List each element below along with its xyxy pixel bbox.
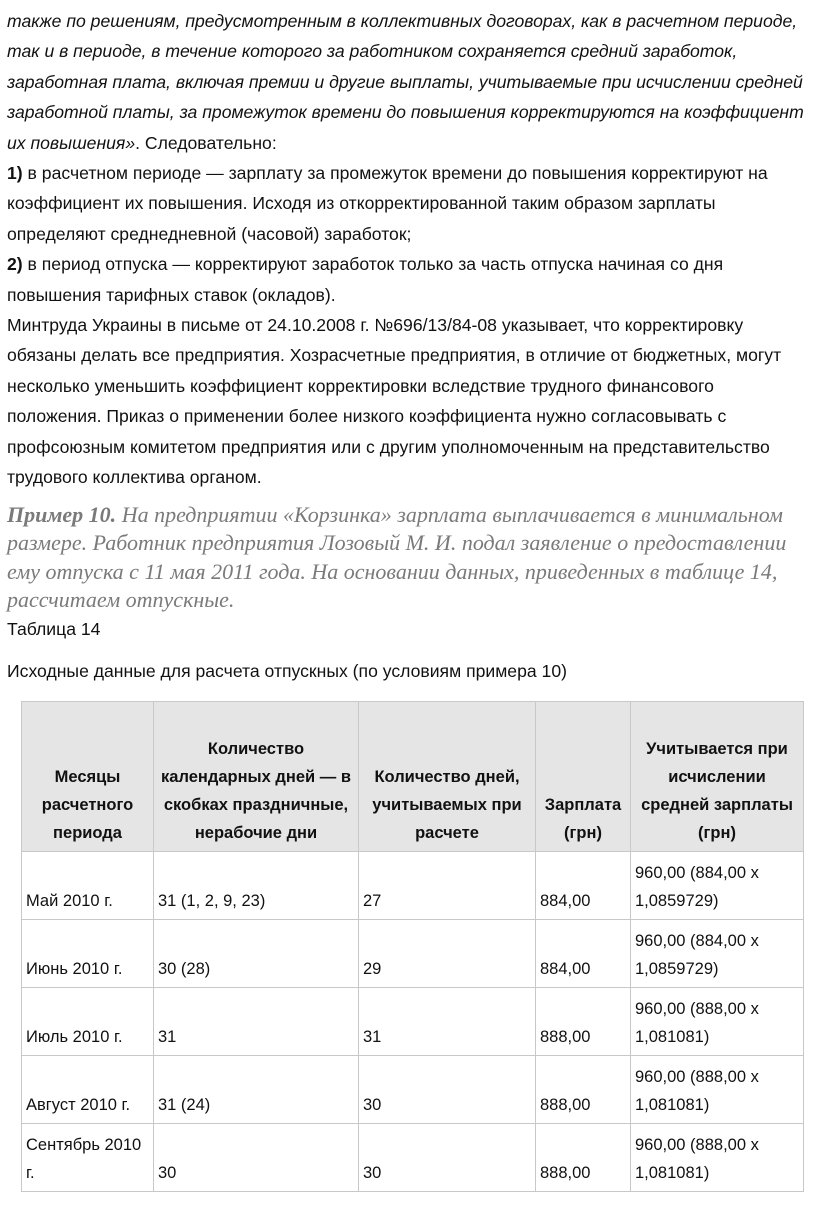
table-cell: 888,00 bbox=[536, 988, 631, 1056]
table-header-row bbox=[22, 702, 804, 852]
table-cell: Июль 2010 г. bbox=[22, 988, 154, 1056]
table-cell: 960,00 (888,00 х 1,081081) bbox=[631, 1124, 804, 1192]
table-cell: 884,00 bbox=[536, 852, 631, 920]
table-row bbox=[22, 852, 804, 920]
example-text: На предприятии «Корзинка» зарплата выплачивается в минимальном размере. Работник предприятия Лозовый М. И. подал заявление о предоставлении ему отпуска с 11 мая 2011 года. На основании данных, приведенных в таблице 14, рассчитаем отпускные. bbox=[7, 501, 787, 612]
list-item-2-number: 2) bbox=[7, 254, 23, 275]
table-cell: Сентябрь 2010 г. bbox=[22, 1124, 154, 1192]
data-table bbox=[21, 701, 804, 1192]
example-lead: Пример 10. bbox=[7, 501, 117, 527]
table-cell: 31 (24) bbox=[154, 1056, 359, 1124]
table-cell: Май 2010 г. bbox=[22, 852, 154, 920]
column-header: Количество календарных дней — в скобках праздничные, нерабочие дни bbox=[154, 702, 359, 852]
column-header: Количество дней, учитываемых при расчете bbox=[359, 702, 536, 852]
table-cell: 960,00 (888,00 х 1,081081) bbox=[631, 1056, 804, 1124]
list-item-1 bbox=[7, 158, 807, 249]
list-item-2 bbox=[7, 249, 807, 310]
table-cell: 31 bbox=[359, 988, 536, 1056]
table-cell: 30 bbox=[154, 1124, 359, 1192]
list-item-1-number: 1) bbox=[7, 163, 23, 184]
table-cell: 888,00 bbox=[536, 1056, 631, 1124]
column-header: Учитывается при исчислении средней зарплаты (грн) bbox=[631, 702, 804, 852]
mintruda-paragraph: Минтруда Украины в письме от 24.10.2008 г. №696/13/84-08 указывает, что корректировку обязаны делать все предприятия. Хозрасчетные предприятия, в отличие от бюджетных, могут несколько уменьшить коэффициент корректировки вследствие трудного финансового положения. Приказ о применении более низкого коэффициента нужно согласовывать с профсоюзным комитетом предприятия или с другим уполномоченным на представительство трудового коллектива органом. bbox=[7, 315, 782, 488]
table-cell: Июнь 2010 г. bbox=[22, 920, 154, 988]
document-page bbox=[7, 6, 807, 683]
table-label: Таблица 14 bbox=[7, 618, 101, 639]
table-cell: 888,00 bbox=[536, 1124, 631, 1192]
table-row bbox=[22, 920, 804, 988]
list-item-1-text: в расчетном периоде — зарплату за промежуток времени до повышения корректируют на коэффициент их повышения. Исходя из откорректированной таким образом зарплаты определяют среднедневной (часовой) заработок; bbox=[7, 163, 768, 244]
table-title: Исходные данные для расчета отпускных (по условиям примера 10) bbox=[7, 660, 567, 681]
table-cell: 960,00 (884,00 х 1,0859729) bbox=[631, 920, 804, 988]
table-cell: 31 bbox=[154, 988, 359, 1056]
table-cell: 960,00 (888,00 х 1,081081) bbox=[631, 988, 804, 1056]
intro-paragraph bbox=[7, 6, 807, 158]
intro-tail: . Следовательно: bbox=[135, 132, 277, 153]
table-row bbox=[22, 1056, 804, 1124]
table-cell: 31 (1, 2, 9, 23) bbox=[154, 852, 359, 920]
table-cell: 30 bbox=[359, 1056, 536, 1124]
quoted-regulation-text: также по решениям, предусмотренным в коллективных договорах, как в расчетном периоде, так и в периоде, в течение которого за работником сохраняется средний заработок, заработная плата, включая премии и другие выплаты, учитываемые при исчислении средней заработной платы, за промежуток времени до повышения корректируются на коэффициент их повышения» bbox=[7, 11, 804, 153]
table-cell: Август 2010 г. bbox=[22, 1056, 154, 1124]
list-item-2-text: в период отпуска — корректируют заработок только за часть отпуска начиная со дня повышения тарифных ставок (окладов). bbox=[7, 254, 724, 305]
table-cell: 30 (28) bbox=[154, 920, 359, 988]
table-cell: 29 bbox=[359, 920, 536, 988]
table-cell: 884,00 bbox=[536, 920, 631, 988]
column-header: Месяцы расчетного периода bbox=[22, 702, 154, 852]
example-paragraph bbox=[7, 501, 807, 615]
table-cell: 30 bbox=[359, 1124, 536, 1192]
table-row bbox=[22, 1124, 804, 1192]
table-cell: 27 bbox=[359, 852, 536, 920]
column-header: Зарплата (грн) bbox=[536, 702, 631, 852]
table-row bbox=[22, 988, 804, 1056]
table-cell: 960,00 (884,00 х 1,0859729) bbox=[631, 852, 804, 920]
